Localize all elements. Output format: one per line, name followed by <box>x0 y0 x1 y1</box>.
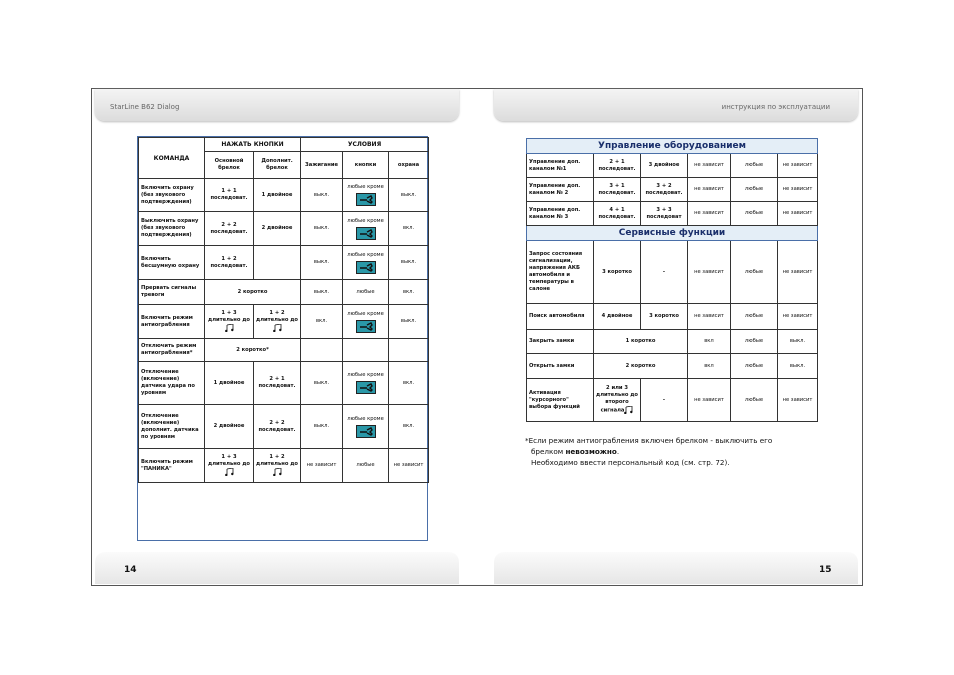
function-row <box>527 330 818 354</box>
footnote-line-1: *Если режим антиограбления включен брелком - выключить его <box>525 436 773 445</box>
guard-state: не зависит <box>389 449 429 483</box>
buttons-condition: любые <box>731 178 778 202</box>
buttons-condition: любые кроме <box>343 246 389 280</box>
press-combo: 2 коротко <box>594 354 688 379</box>
buttons-condition: любые кроме <box>343 179 389 212</box>
ignition-state: не зависит <box>301 449 343 483</box>
page-footer-left <box>95 552 459 584</box>
extra-fob-press: - <box>641 379 688 422</box>
ignition-state: не зависит <box>688 202 731 226</box>
ignition-state: выкл. <box>301 246 343 280</box>
extra-fob-press: 1 двойное <box>254 179 301 212</box>
function-row <box>527 379 818 422</box>
command-name: Включить режим антиограбления <box>139 305 205 339</box>
guard-state: выкл. <box>778 330 818 354</box>
buttons-condition: любые кроме <box>343 362 389 405</box>
main-fob-press: 4 двойное <box>594 304 641 330</box>
guard-state: вкл. <box>389 405 429 449</box>
guard-state: выкл. <box>389 179 429 212</box>
ignition-state: не зависит <box>688 304 731 330</box>
extra-fob-press <box>254 246 301 280</box>
col-buttons: кнопки <box>343 152 389 179</box>
ignition-state: вкл <box>688 330 731 354</box>
wrench-button-icon <box>356 381 376 394</box>
guard-state: вкл. <box>389 362 429 405</box>
function-name: Управление доп. каналом № 2 <box>527 178 594 202</box>
col-extra-fob: Дополнит. брелок <box>254 152 301 179</box>
command-row <box>139 405 429 449</box>
extra-fob-press: 3 двойное <box>641 154 688 178</box>
ignition-state: выкл. <box>301 212 343 246</box>
guard-state: не зависит <box>778 379 818 422</box>
main-fob-press: 4 + 1 последоват. <box>594 202 641 226</box>
ignition-state: не зависит <box>688 379 731 422</box>
buttons-condition: любые <box>731 379 778 422</box>
command-name: Включить бесшумную охрану <box>139 246 205 280</box>
extra-fob-press: 3 + 2 последоват. <box>641 178 688 202</box>
ignition-state: не зависит <box>688 241 731 304</box>
col-ignition: Зажигание <box>301 152 343 179</box>
wrench-button-icon <box>356 425 376 438</box>
buttons-condition: любые <box>731 241 778 304</box>
command-name: Выключить охрану (без звукового подтверждения) <box>139 212 205 246</box>
melody-note-icon <box>225 324 234 332</box>
extra-fob-press: 1 + 2 длительно до <box>254 449 301 483</box>
function-row <box>527 241 818 304</box>
guard-state: выкл. <box>389 305 429 339</box>
command-row <box>139 449 429 483</box>
ignition-state: выкл. <box>301 179 343 212</box>
header-title-right: инструкция по эксплуатации <box>721 103 830 111</box>
press-combo: 1 коротко <box>594 330 688 354</box>
guard-state: не зависит <box>778 202 818 226</box>
guard-state: выкл. <box>778 354 818 379</box>
wrench-button-icon <box>356 227 376 240</box>
function-name: Поиск автомобиля <box>527 304 594 330</box>
footnote-line-2: брелком невозможно. <box>531 447 620 456</box>
main-fob-press: 1 двойное <box>205 362 254 405</box>
melody-note-icon <box>273 468 282 476</box>
main-fob-press: 3 коротко <box>594 241 641 304</box>
buttons-condition: любые <box>343 280 389 305</box>
ignition-state: не зависит <box>688 154 731 178</box>
commands-table <box>138 137 429 542</box>
col-guard: охрана <box>389 152 429 179</box>
buttons-condition: любые <box>731 154 778 178</box>
ignition-state: не зависит <box>688 178 731 202</box>
ignition-state <box>301 339 343 362</box>
function-name: Активация "курсорного" выбора функций <box>527 379 594 422</box>
header-title-left: StarLine B62 Dialog <box>110 103 180 111</box>
buttons-condition: любые <box>731 330 778 354</box>
section-equipment: Управление оборудованием <box>527 139 818 154</box>
function-name: Закрыть замки <box>527 330 594 354</box>
command-row <box>139 212 429 246</box>
wrench-button-icon <box>356 320 376 333</box>
function-row <box>527 202 818 226</box>
main-fob-press: 1 + 3 длительно до <box>205 305 254 339</box>
buttons-condition: любые <box>731 354 778 379</box>
command-name: Включить режим "ПАНИКА" <box>139 449 205 483</box>
main-fob-press: 2 или 3 длительно до второго сигнала <box>594 379 641 422</box>
col-conditions: УСЛОВИЯ <box>301 138 429 152</box>
wrench-button-icon <box>356 261 376 274</box>
col-command: КОМАНДА <box>139 138 205 179</box>
function-name: Управление доп. каналом №1 <box>527 154 594 178</box>
guard-state: не зависит <box>778 178 818 202</box>
guard-state: выкл. <box>389 246 429 280</box>
buttons-condition <box>343 339 389 362</box>
guard-state: не зависит <box>778 154 818 178</box>
command-name: Отключение (включение) датчика удара по уровням <box>139 362 205 405</box>
command-row <box>139 246 429 280</box>
buttons-condition: любые кроме <box>343 212 389 246</box>
command-name: Отключить режим антиограбления* <box>139 339 205 362</box>
command-name: Включить охрану (без звукового подтверждения) <box>139 179 205 212</box>
buttons-condition: любые <box>343 449 389 483</box>
page-number-right: 15 <box>819 565 832 575</box>
main-fob-press: 2 + 1 последоват. <box>594 154 641 178</box>
ignition-state: выкл. <box>301 280 343 305</box>
main-fob-press: 2 + 2 последоват. <box>205 212 254 246</box>
melody-note-icon <box>624 406 633 414</box>
melody-note-icon <box>225 468 234 476</box>
function-row <box>527 154 818 178</box>
main-fob-press: 1 + 1 последоват. <box>205 179 254 212</box>
function-name: Запрос состояния сигнализации, напряжения АКБ автомобиля и температуры в салоне <box>527 241 594 304</box>
command-row <box>139 179 429 212</box>
main-fob-press: 2 двойное <box>205 405 254 449</box>
page-footer-right <box>494 552 858 584</box>
equipment-table <box>526 138 818 422</box>
ignition-state: вкл <box>688 354 731 379</box>
buttons-condition: любые кроме <box>343 305 389 339</box>
guard-state: не зависит <box>778 241 818 304</box>
extra-fob-press: - <box>641 241 688 304</box>
buttons-condition: любые кроме <box>343 405 389 449</box>
extra-fob-press: 3 коротко <box>641 304 688 330</box>
buttons-condition: любые <box>731 304 778 330</box>
function-name: Открыть замки <box>527 354 594 379</box>
footnote <box>525 435 772 468</box>
section-service: Сервисные функции <box>527 226 818 241</box>
extra-fob-press: 3 + 3 последоват <box>641 202 688 226</box>
command-row <box>139 362 429 405</box>
extra-fob-press: 2 + 2 последоват. <box>254 405 301 449</box>
main-fob-press: 1 + 2 последоват. <box>205 246 254 280</box>
main-fob-press: 3 + 1 последоват. <box>594 178 641 202</box>
page-number-left: 14 <box>124 565 137 575</box>
guard-state: вкл. <box>389 280 429 305</box>
guard-state <box>389 339 429 362</box>
extra-fob-press: 1 + 2 длительно до <box>254 305 301 339</box>
wrench-button-icon <box>356 193 376 206</box>
function-row <box>527 178 818 202</box>
buttons-condition: любые <box>731 202 778 226</box>
command-row <box>139 280 429 305</box>
col-press: НАЖАТЬ КНОПКИ <box>205 138 301 152</box>
col-main-fob: Основной брелок <box>205 152 254 179</box>
command-row <box>139 339 429 362</box>
main-fob-press: 1 + 3 длительно до <box>205 449 254 483</box>
press-combo: 2 коротко <box>205 280 301 305</box>
command-row <box>139 305 429 339</box>
command-name: Отключение (включение) дополнит. датчика по уровням <box>139 405 205 449</box>
footnote-line-3: Необходимо ввести персональный код (см. стр. 72). <box>531 458 730 467</box>
ignition-state: выкл. <box>301 405 343 449</box>
command-name: Прервать сигналы тревоги <box>139 280 205 305</box>
function-row <box>527 354 818 379</box>
extra-fob-press: 2 двойное <box>254 212 301 246</box>
melody-note-icon <box>273 324 282 332</box>
extra-fob-press: 2 + 1 последоват. <box>254 362 301 405</box>
ignition-state: выкл. <box>301 362 343 405</box>
press-combo: 2 коротко* <box>205 339 301 362</box>
function-name: Управление доп. каналом № 3 <box>527 202 594 226</box>
ignition-state: вкл. <box>301 305 343 339</box>
guard-state: не зависит <box>778 304 818 330</box>
guard-state: вкл. <box>389 212 429 246</box>
function-row <box>527 304 818 330</box>
